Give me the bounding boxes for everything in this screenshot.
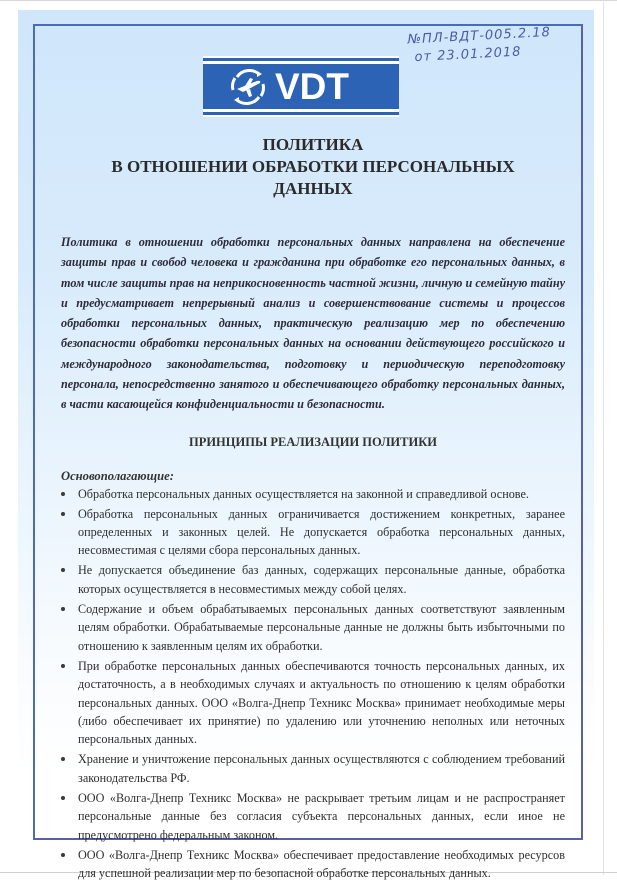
bullet-icon <box>61 568 65 572</box>
list-item-text: При обработке персональных данных обеспечиваются точность персональных данных, их достаточность, а в необходимых случаях и актуальность по отношению к целям обработки персональных данных. ООО «Волга-Днепр Техникс Москва» принимает необходимые меры (либо обеспечивает их принятие) по удалению или уточнению неполных или неточных персональных данных. <box>78 658 565 747</box>
list-item-text: Содержание и объем обрабатываемых персональных данных соответствуют заявленным целям обработки. Обрабатываемые персональные данные не должны быть избыточными по отношению к заявленным целям их обработки. <box>78 601 565 653</box>
right-divider <box>603 0 604 875</box>
document-body <box>61 134 565 884</box>
bullet-icon <box>61 664 65 668</box>
bullet-icon <box>61 757 65 761</box>
bullet-icon <box>61 607 65 611</box>
principles-list <box>61 485 565 883</box>
list-item <box>61 561 565 598</box>
title-line-1: ПОЛИТИКА <box>262 135 364 154</box>
bullet-icon <box>61 492 65 496</box>
logo-top-stripe <box>203 58 399 61</box>
list-item <box>61 750 565 787</box>
title-line-3: ДАННЫХ <box>273 179 353 198</box>
list-item-text: Не допускается объединение баз данных, содержащих персональные данные, обработка которых осуществляется в несовместимых между собой целях. <box>78 563 565 596</box>
section-subheading: Основополагающие: <box>61 468 174 483</box>
intro-paragraph: Политика в отношении обработки персональных данных направлена на обеспечение защиты прав и свобод человека и гражданина при обработке его персональных данных, в том числе защиты прав на неприкосновенность частной жизни, личную и семейную тайну и предусматривает непрерывный анализ и совершенствование системы и процессов обработки персональных данных, практическую реализацию мер по обеспечению безопасности обработки персональных данных на основании действующего российского и международного законодательства, подготовку и периодическую переподготовку персонала, непосредственно занятого и обеспечивающего обработку персональных данных, в части касающейся конфиденциальности и безопасности. <box>61 235 565 412</box>
list-item <box>61 789 565 844</box>
page-title <box>61 134 565 200</box>
bullet-icon <box>61 512 65 516</box>
globe-airplane-icon <box>229 68 267 106</box>
list-item-text: ООО «Волга-Днепр Техникс Москва» обеспечивает предоставление необходимых ресурсов для успешной реализации мер по безопасной обработке персональных данных. <box>78 847 565 880</box>
list-item-text: Обработка персональных данных осуществляется на законной и справедливой основе. <box>78 486 529 501</box>
top-divider <box>0 0 617 1</box>
handwritten-line-number: №ПЛ-ВДТ-005.2.18 <box>407 24 552 48</box>
list-item <box>61 505 565 560</box>
logo-wordmark: VDT <box>275 66 349 107</box>
list-item <box>61 485 565 503</box>
section-heading: ПРИНЦИПЫ РЕАЛИЗАЦИИ ПОЛИТИКИ <box>188 434 438 449</box>
list-item-text: ООО «Волга-Днепр Техникс Москва» не раскрывает третьим лицам и не распространяет персональные данные без согласия субъекта персональных данных, если иное не предусмотрено федеральным законом. <box>78 790 565 842</box>
vdt-logo <box>203 56 399 117</box>
title-line-2: В ОТНОШЕНИИ ОБРАБОТКИ ПЕРСОНАЛЬНЫХ <box>111 157 515 176</box>
logo-bottom-stripe <box>203 112 399 115</box>
bullet-icon <box>61 853 65 857</box>
list-item <box>61 657 565 749</box>
list-item-text: Обработка персональных данных ограничивается достижением конкретных, заранее определенных и законных целей. Не допускается обработка персональных данных, несовместимая с целями сбора персональных данных. <box>78 506 565 558</box>
list-item <box>61 846 565 883</box>
bullet-icon <box>61 796 65 800</box>
handwritten-line-date: от 23.01.2018 <box>414 44 522 66</box>
list-item <box>61 600 565 655</box>
list-item-text: Хранение и уничтожение персональных данных осуществляются с соблюдением требований законодательства РФ. <box>78 752 565 785</box>
